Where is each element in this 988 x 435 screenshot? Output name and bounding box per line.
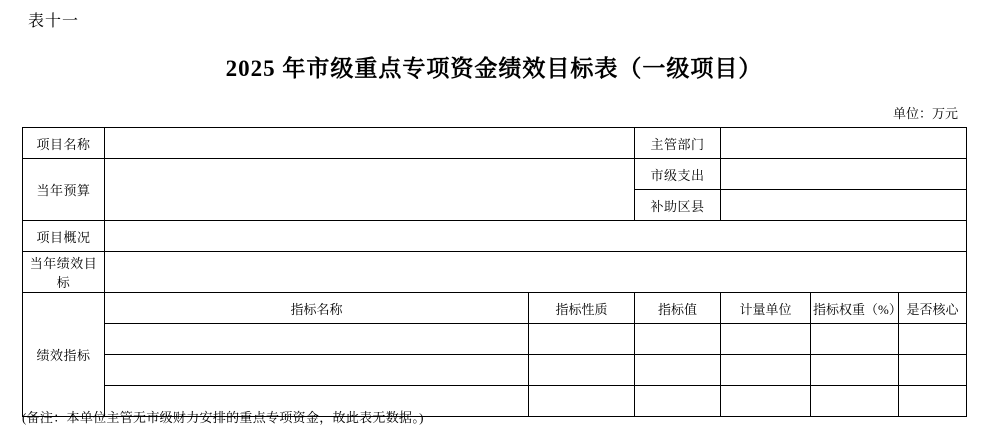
column-header-is-core: 是否核心 bbox=[899, 293, 967, 324]
cell-city-expenditure-value[interactable] bbox=[721, 159, 967, 190]
cell-project-name-value[interactable] bbox=[105, 128, 635, 159]
cell-is-core[interactable] bbox=[899, 324, 967, 355]
cell-indicator-nature[interactable] bbox=[529, 386, 635, 417]
table-row-project-name bbox=[23, 128, 967, 159]
column-header-indicator-name: 指标名称 bbox=[105, 293, 529, 324]
column-header-measurement-unit: 计量单位 bbox=[721, 293, 811, 324]
unit-note: 单位：万元 bbox=[892, 106, 958, 121]
row-label-subsidy-district: 补助区县 bbox=[635, 190, 721, 221]
row-label-performance-indicator: 绩效指标 bbox=[23, 293, 105, 417]
table-row-indicator-header bbox=[23, 293, 967, 324]
cell-is-core[interactable] bbox=[899, 355, 967, 386]
row-label-current-performance-goal: 当年绩效目标 bbox=[23, 252, 105, 293]
column-header-indicator-nature: 指标性质 bbox=[529, 293, 635, 324]
cell-subsidy-district-value[interactable] bbox=[721, 190, 967, 221]
row-label-competent-department: 主管部门 bbox=[635, 128, 721, 159]
cell-indicator-nature[interactable] bbox=[529, 355, 635, 386]
table-row-indicator-data bbox=[23, 324, 967, 355]
column-header-indicator-weight: 指标权重（%） bbox=[811, 293, 899, 324]
table-row-current-performance-goal bbox=[23, 252, 967, 293]
cell-indicator-value[interactable] bbox=[635, 386, 721, 417]
cell-is-core[interactable] bbox=[899, 386, 967, 417]
row-label-project-name: 项目名称 bbox=[23, 128, 105, 159]
cell-measurement-unit[interactable] bbox=[721, 386, 811, 417]
performance-goal-table bbox=[22, 127, 967, 417]
cell-indicator-name[interactable] bbox=[105, 355, 529, 386]
cell-indicator-value[interactable] bbox=[635, 324, 721, 355]
cell-indicator-name[interactable] bbox=[105, 324, 529, 355]
cell-indicator-weight[interactable] bbox=[811, 324, 899, 355]
form-number-label: 表十一 bbox=[28, 13, 80, 30]
cell-project-overview-value[interactable] bbox=[105, 221, 967, 252]
cell-indicator-weight[interactable] bbox=[811, 386, 899, 417]
cell-indicator-weight[interactable] bbox=[811, 355, 899, 386]
cell-measurement-unit[interactable] bbox=[721, 355, 811, 386]
cell-competent-department-value[interactable] bbox=[721, 128, 967, 159]
cell-current-budget-value[interactable] bbox=[105, 159, 635, 221]
cell-current-performance-goal-value[interactable] bbox=[105, 252, 967, 293]
table-row-city-expenditure bbox=[23, 159, 967, 190]
footnote: (备注：本单位主管无市级财力安排的重点专项资金，故此表无数据。) bbox=[22, 410, 424, 425]
page-title: 2025 年市级重点专项资金绩效目标表（一级项目） bbox=[225, 56, 763, 81]
cell-indicator-value[interactable] bbox=[635, 355, 721, 386]
cell-indicator-nature[interactable] bbox=[529, 324, 635, 355]
column-header-indicator-value: 指标值 bbox=[635, 293, 721, 324]
row-label-project-overview: 项目概况 bbox=[23, 221, 105, 252]
row-label-city-expenditure: 市级支出 bbox=[635, 159, 721, 190]
table-row-indicator-data bbox=[23, 355, 967, 386]
row-label-current-budget: 当年预算 bbox=[23, 159, 105, 221]
table-row-project-overview bbox=[23, 221, 967, 252]
cell-measurement-unit[interactable] bbox=[721, 324, 811, 355]
